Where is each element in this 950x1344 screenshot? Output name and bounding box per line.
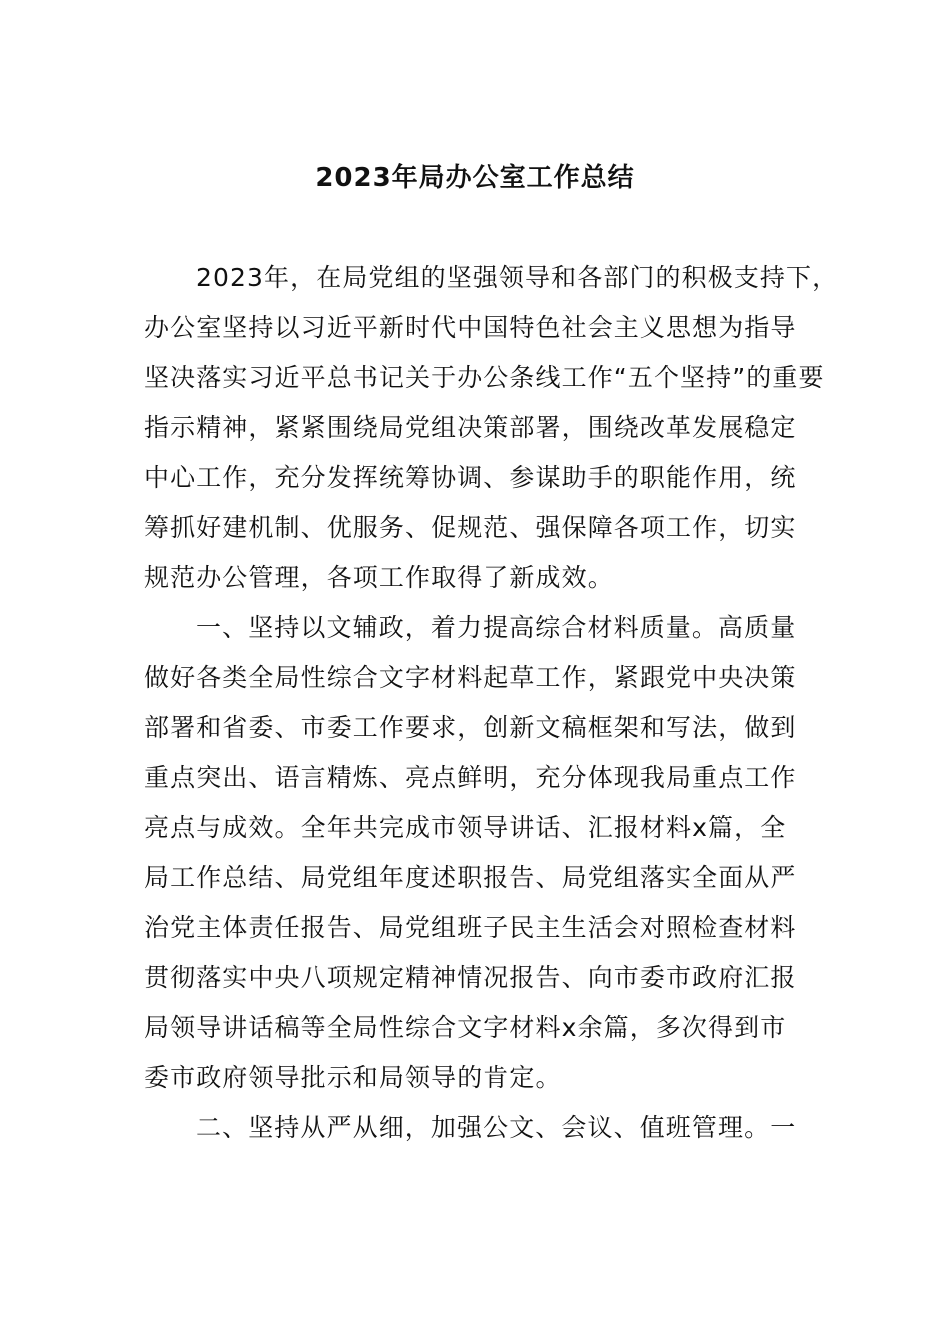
paragraph-1-line-6: 筹抓好建机制、优服务、促规范、强保障各项工作，切实	[144, 513, 797, 542]
paragraph-2-line-6: 局工作总结、局党组年度述职报告、局党组落实全面从严	[144, 863, 797, 892]
document-body	[144, 253, 844, 1153]
paragraph-1-line-3: 坚决落实习近平总书记关于办公条线工作“五个坚持”的重要	[144, 363, 825, 392]
paragraph-1-line-2: 办公室坚持以习近平新时代中国特色社会主义思想为指导	[144, 313, 797, 342]
paragraph-2-line-8: 贯彻落实中央八项规定精神情况报告、向市委市政府汇报	[144, 963, 797, 992]
paragraph-2-line-9: 局领导讲话稿等全局性综合文字材料x余篇，多次得到市	[144, 1013, 787, 1042]
paragraph-3-line-1: 二、坚持从严从细，加强公文、会议、值班管理。一	[196, 1113, 797, 1142]
paragraph-2-line-4: 重点突出、语言精炼、亮点鲜明，充分体现我局重点工作	[144, 763, 797, 792]
paragraph-2-line-7: 治党主体责任报告、局党组班子民主生活会对照检查材料	[144, 913, 797, 942]
paragraph-2-line-10: 委市政府领导批示和局领导的肯定。	[144, 1063, 562, 1092]
paragraph-1-line-5: 中心工作，充分发挥统筹协调、参谋助手的职能作用，统	[144, 463, 797, 492]
document-title: 2023年局办公室工作总结	[315, 163, 635, 193]
paragraph-2-line-2: 做好各类全局性综合文字材料起草工作，紧跟党中央决策	[144, 663, 797, 692]
paragraph-2-line-5: 亮点与成效。全年共完成市领导讲话、汇报材料x篇，全	[144, 813, 787, 842]
paragraph-1-line-7: 规范办公管理，各项工作取得了新成效。	[144, 563, 614, 592]
paragraph-1-line-1: 2023年，在局党组的坚强领导和各部门的积极支持下，	[196, 263, 839, 292]
paragraph-2-line-3: 部署和省委、市委工作要求，创新文稿框架和写法，做到	[144, 713, 797, 742]
paragraph-2-line-1: 一、坚持以文辅政，着力提高综合材料质量。高质量	[196, 613, 797, 642]
paragraph-1-line-4: 指示精神，紧紧围绕局党组决策部署，围绕改革发展稳定	[144, 413, 797, 442]
